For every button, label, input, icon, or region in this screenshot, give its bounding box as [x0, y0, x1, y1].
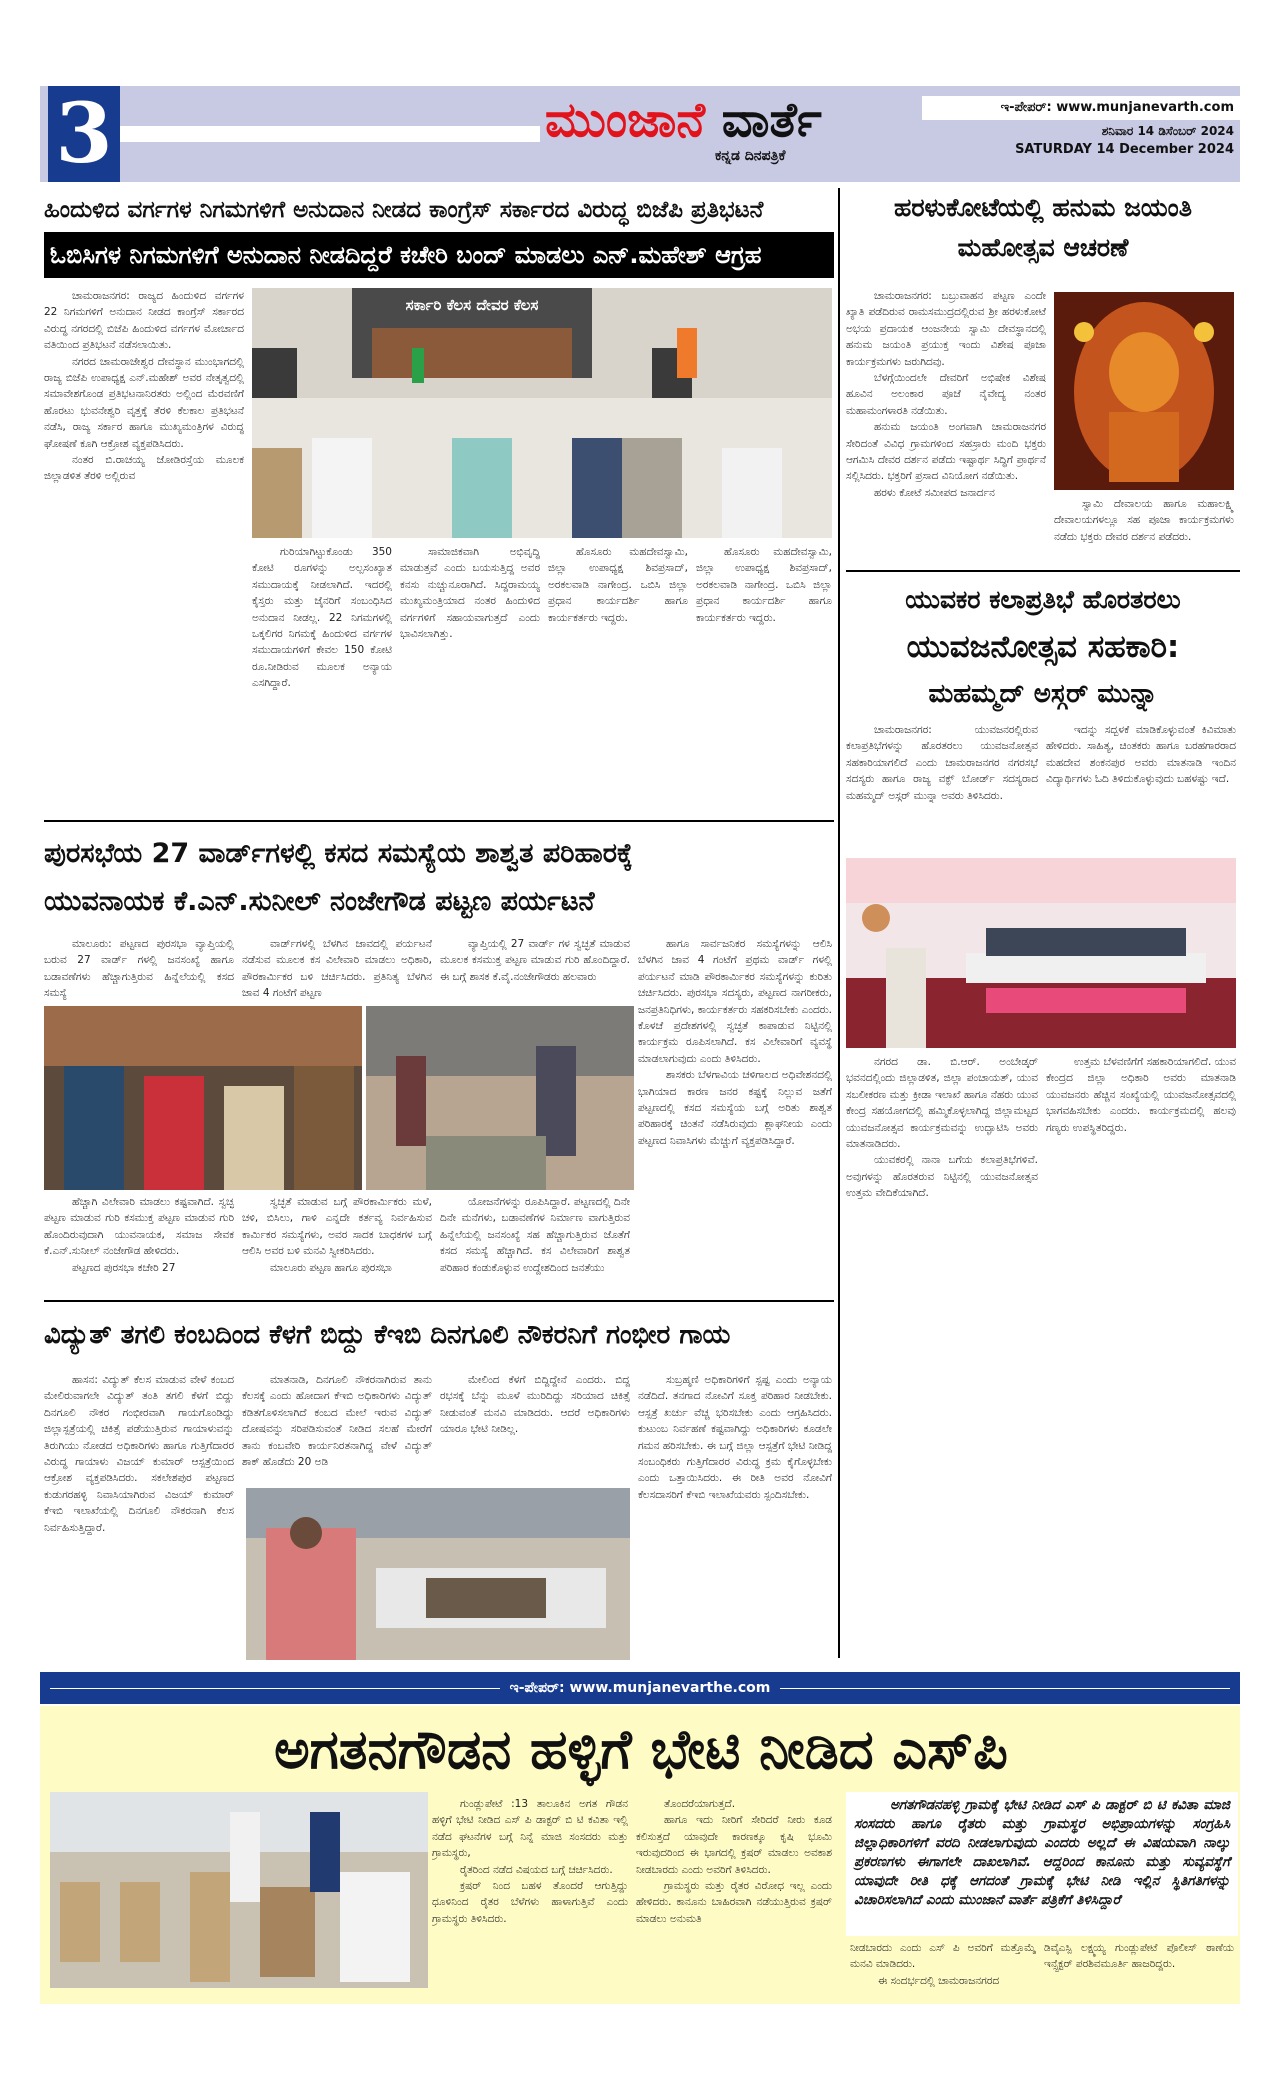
- story6-paragraph: ಈ ಸಂದರ್ಭದಲ್ಲಿ ಚಾಮರಾಜನಗರದ: [878, 1974, 1000, 1987]
- column-divider: [838, 188, 840, 1658]
- story3-column-3: [846, 1054, 1038, 1658]
- story1-column-3: [400, 544, 540, 816]
- story5-column-3: [440, 1372, 630, 1484]
- story6-paragraph: ತೊಂದರೆಯಾಗುತ್ತದೆ.: [664, 1798, 736, 1810]
- story1-column-2: [252, 544, 392, 816]
- section-divider: [44, 1300, 834, 1302]
- story4-paragraph: ಮಾಲೂರು ಪಟ್ಟಣ ಹಾಗೂ ಪುರಸಭಾ: [270, 1261, 392, 1274]
- band-line-right: [780, 1688, 1230, 1689]
- story1-column-1: [44, 288, 244, 816]
- story4-headline-line1: ಪುರಸಭೆಯ 27 ವಾರ್ಡ್‌ಗಳಲ್ಲಿ ಕಸದ ಸಮಸ್ಯೆಯ ಶಾಶ್ವತ ಪರಿಹಾರಕ್ಕೆ: [44, 838, 633, 869]
- story1-headline: ಹಿಂದುಳಿದ ವರ್ಗಗಳ ನಿಗಮಗಳಿಗೆ ಅನುದಾನ ನೀಡದ ಕಾಂಗ್ರೆಸ್ ಸರ್ಕಾರದ ವಿರುದ್ಧ ಬಿಜೆಪಿ ಪ್ರತಿಭಟನೆ: [44, 197, 764, 223]
- story3-headline-line1: ಯುವಕರ ಕಲಾಪ್ರತಿಭೆ ಹೊರತರಲು: [905, 585, 1181, 614]
- story2-paragraph: ಚಾಮರಾಜನಗರ: ಬಬ್ರುವಾಹನ ಪಟ್ಟಣ ಎಂದೇ ಖ್ಯಾತಿ ಪಡೆದಿರುವ ರಾಮಸಮುದ್ರದಲ್ಲಿರುವ ಶ್ರೀ ಹರಳುಕೋಟೆ ಅಭಯ ಪ್ರದಾಯಕ ಆಂಜನೇಯ ಸ್ವಾಮಿ ದೇವಸ್ಥಾನದಲ್ಲಿ ಹನುಮ ಜಯಂತಿ ಪ್ರಯುಕ್ತ ಇಂದು ವಿಶೇಷ ಪೂಜಾ ಕಾರ್ಯಕ್ರಮಗಳು ಜರುಗಿದವು.: [846, 290, 1046, 368]
- story1-paragraph: ಚಾಮರಾಜನಗರ: ರಾಜ್ಯದ ಹಿಂದುಳಿದ ವರ್ಗಗಳ 22 ನಿಗಮಗಳಿಗೆ ಅನುದಾನ ನೀಡದ ಕಾಂಗ್ರೆಸ್ ಸರ್ಕಾರದ ವಿರುದ್ಧ ನಗರದಲ್ಲಿ ಬಿಜೆಪಿ ಹಿಂದುಳಿದ ವರ್ಗಗಳ ಮೋರ್ಚಾದ ವತಿಯಿಂದ ಪ್ರತಿಭಟನೆ ನಡೆಸಲಾಯಿತು.: [44, 290, 244, 352]
- story4-paragraph: ಶಾಸಕರು ಬೆಳಗಾವಿಯ ಚಳಿಗಾಲದ ಅಧಿವೇಶನದಲ್ಲಿ ಭಾಗಿಯಾದ ಕಾರಣ ಜನರ ಕಷ್ಟಕ್ಕೆ ನಿಲ್ಲುವ ಜತೆಗೆ ಪಟ್ಟಣದಲ್ಲಿ ಕಸದ ಸಮಸ್ಯೆಯ ಬಗ್ಗೆ ಅರಿತು ಶಾಶ್ವತ ಪರಿಹಾರಕ್ಕೆ ಚಿಂತನೆ ನಡೆಸಿರುವುದು ಶ್ಲಾಘನೀಯ ಎಂದು ಪಟ್ಟಣದ ನಿವಾಸಿಗಳು ಮೆಚ್ಚುಗೆ ವ್ಯಕ್ತಪಡಿಸಿದ್ದಾರೆ.: [638, 1069, 832, 1147]
- story6-highlight-box: [846, 1792, 1238, 1936]
- story5-photo-hospital: [246, 1488, 630, 1660]
- story4-top-column-1: [44, 936, 234, 1002]
- epaper-band: [40, 1672, 1240, 1704]
- story3-paragraph: ಉತ್ತಮ ಬೆಳವಣಿಗೆಗೆ ಸಹಕಾರಿಯಾಗಲಿದೆ. ಯುವ ಕೇಂದ್ರದ ಜಿಲ್ಲಾ ಅಧಿಕಾರಿ ಅವರು ಮಾತನಾಡಿ ಯುವಜನರು ಹೆಚ್ಚಿನ ಸಂಖ್ಯೆಯಲ್ಲಿ ಯುವಜನೋತ್ಸವದಲ್ಲಿ ಭಾಗವಹಿಸಬೇಕು ಎಂದರು. ಕಾರ್ಯಕ್ರಮದಲ್ಲಿ ಹಲವು ಗಣ್ಯರು ಉಪಸ್ಥಿತರಿದ್ದರು.: [1046, 1056, 1236, 1134]
- newspaper-logo: [545, 90, 885, 150]
- story5-column-1: [44, 1372, 234, 1662]
- story4-paragraph: ವ್ಯಾಪ್ತಿಯಲ್ಲಿ 27 ವಾರ್ಡ್ ಗಳ ಸ್ವಚ್ಛತೆ ಮಾಡುವ ಮೂಲಕ ಕಸಮುಕ್ತ ಪಟ್ಟಣ ಮಾಡುವ ಗುರಿ ಹೊಂದಿದ್ದಾರೆ. ಈ ಬಗ್ಗೆ ಶಾಸಕ ಕೆ.ವೈ.ನಂಜೇಗೌಡರು ಹಲವಾರು: [440, 938, 630, 983]
- story6-photo-sp-meeting: [50, 1792, 428, 1988]
- story1-paragraph: ಗುರಿಯಾಗಿಟ್ಟುಕೊಂಡು 350 ಕೋಟಿ ರೂಗಳನ್ನು ಅಲ್ಪಸಂಖ್ಯಾತ ಸಮುದಾಯಕ್ಕೆ ನೀಡಲಾಗಿದೆ. ಇದರಲ್ಲಿ ಕೈಸ್ತರು ಮತ್ತು ಜೈನರಿಗೆ ಸಂಬಂಧಿಸಿದ ಅನುದಾನ ನೀಡಲ್ಲ. 22 ನಿಗಮಗಳಲ್ಲಿ ಒಕ್ಕಲಿಗರ ನಿಗಮಕ್ಕೆ ಹಿಂದುಳಿದ ವರ್ಗಗಳ ಸಮುದಾಯಗಳಿಗೆ ಕೇವಲ 150 ಕೋಟಿ ರೂ.ನೀಡಿರುವ ಮೂಲಕ ಅನ್ಯಾಯ ಎಸಗಿದ್ದಾರೆ.: [252, 546, 392, 690]
- story1-paragraph: ಹೊಸೂರು ಮಹದೇವಸ್ವಾಮಿ, ಜಿಲ್ಲಾ ಉಪಾಧ್ಯಕ್ಷ ಶಿವಪ್ರಸಾದ್, ಅರಕಲವಾಡಿ ನಾಗೇಂದ್ರ. ಒಬಿಸಿ ಜಿಲ್ಲಾ ಪ್ರಧಾನ ಕಾರ್ಯದರ್ಶಿ ಹಾಗೂ ಕಾರ್ಯಕರ್ತರು ಇದ್ದರು.: [696, 546, 832, 624]
- story5-column-4: [638, 1372, 832, 1662]
- story6-column-3: [850, 1940, 1036, 2000]
- story3-paragraph: ಇದನ್ನು ಸದ್ಬಳಕೆ ಮಾಡಿಕೊಳ್ಳುವಂತೆ ಕಿವಿಮಾತು ಹೇಳಿದರು. ಸಾಹಿತ್ಯ, ಚಿಂತಕರು ಹಾಗೂ ಬರಹಗಾರರಾದ ಮಹದೇವ ಶಂಕನಪುರ ಅವರು ಮಾತನಾಡಿ ಇಂದಿನ ವಿದ್ಯಾರ್ಥಿಗಳು ಓದಿ ತಿಳಿದುಕೊಳ್ಳುವುದು ಬಹಳಷ್ಟು ಇದೆ.: [1046, 724, 1236, 786]
- story4-photo-street: [366, 1006, 634, 1190]
- story6-column-2: [636, 1796, 832, 1996]
- story3-photo-stage: [846, 858, 1236, 1048]
- date-kannada: ಶನಿವಾರ 14 ಡಿಸೆಂಬರ್ 2024: [1101, 124, 1234, 138]
- date-english: SATURDAY 14 December 2024: [1015, 142, 1234, 157]
- story2-column-2: [1054, 496, 1234, 568]
- story4-paragraph: ಸ್ವಚ್ಛತೆ ಮಾಡುವ ಬಗ್ಗೆ ಪೌರಕಾರ್ಮಿಕರು ಮಳೆ, ಚಳಿ, ಬಿಸಿಲು, ಗಾಳಿ ಎನ್ನದೇ ಕರ್ತವ್ಯ ನಿರ್ವಹಿಸುವ ಕಾರ್ಮಿಕರ ಸಮಸ್ಯೆಗಳು, ಅವರ ಸಾದಕ ಬಾಧಕಗಳ ಬಗ್ಗೆ ಆಲಿಸಿ ಅವರ ಬಳಿ ಮನವಿ ಸ್ವೀಕರಿಸಿದರು.: [242, 1196, 432, 1258]
- story3-headline-line3: ಮಹಮ್ಮದ್ ಅಸ್ಗರ್ ಮುನ್ನಾ: [928, 679, 1158, 709]
- story1-paragraph: ಸಾಮಾಜಿಕವಾಗಿ ಅಭಿವೃದ್ಧಿ ಮಾಡುತ್ತವೆ ಎಂದು ಬಯಸುತ್ತಿದ್ದ ಅವರ ಕನಸು ನುಚ್ಚುನೂರಾಗಿದೆ. ಸಿದ್ದರಾಮಯ್ಯ ಮುಖ್ಯಮಂತ್ರಿಯಾದ ನಂತರ ಹಿಂದುಳಿದ ವರ್ಗಗಳಿಗೆ ಸಹಾಯವಾಗುತ್ತದೆ ಎಂದು ಭಾವಿಸಲಾಗಿತ್ತು.: [400, 546, 540, 641]
- story1-paragraph: ನಗರದ ಚಾಮರಾಜೇಶ್ವರ ದೇವಸ್ಥಾನ ಮುಂಭಾಗದಲ್ಲಿ ರಾಜ್ಯ ಬಿಜೆಪಿ ಉಪಾಧ್ಯಕ್ಷ ಎನ್.ಮಹೇಶ್ ಅವರ ನೇತೃತ್ವದಲ್ಲಿ ಸಮಾವೇಶಗೊಂಡ ಪ್ರತಿಭಟನಾನಿರತರು ಅಲ್ಲಿಂದ ಮೆರವಣಿಗೆ ಹೊರಟು ಭುವನೇಶ್ವರಿ ವೃತ್ತಕ್ಕೆ ತೆರಳಿ ಕೆಲಕಾಲ ಪ್ರತಿಭಟನೆ ನಡೆಸಿ, ರಾಜ್ಯ ಸರ್ಕಾರ ಹಾಗೂ ಮುಖ್ಯಮಂತ್ರಿಗಳ ವಿರುದ್ಧ ಘೋಷಣೆ ಕೂಗಿ ಆಕ್ರೋಶ ವ್ಯಕ್ತಪಡಿಸಿದರು.: [44, 355, 244, 450]
- story4-paragraph: ವಾರ್ಡ್‌ಗಳಲ್ಲಿ ಬೆಳಗಿನ ಜಾವದಲ್ಲಿ ಪರ್ಯಟನೆ ನಡೆಸುವ ಮೂಲಕ ಕಸ ವಿಲೇವಾರಿ ಮಾಡಲು ಅಧಿಕಾರಿ, ಪೌರಕಾರ್ಮಿಕರ ಬಳಿ ಚರ್ಚಿಸಿದರು. ಪ್ರತಿನಿತ್ಯ ಬೆಳಗಿನ ಜಾವ 4 ಗಂಟೆಗೆ ಪಟ್ಟಣ: [242, 938, 432, 1000]
- story3-paragraph: ಚಾಮರಾಜನಗರ: ಯುವಜನರಲ್ಲಿರುವ ಕಲಾಪ್ರತಿಭೆಗಳನ್ನು ಹೊರತರಲು ಯುವಜನೋತ್ಸವ ಸಹಕಾರಿಯಾಗಲಿದೆ ಎಂದು ಚಾಮರಾಜನಗರ ನಗರಸಭೆ ಸದಸ್ಯರು ಹಾಗೂ ರಾಜ್ಯ ವಕ್ಫ್ ಬೋರ್ಡ್ ಸದಸ್ಯರಾದ ಮಹಮ್ಮದ್ ಅಸ್ಗರ್ ಮುನ್ನಾ ಅವರು ತಿಳಿಸಿದರು.: [846, 724, 1038, 802]
- epaper-url[interactable]: ಇ-ಪೇಪರ್: www.munjanevarth.com: [922, 96, 1240, 120]
- story5-paragraph: ಸುಬ್ರಹ್ಮಣಿ ಅಧಿಕಾರಿಗಳಿಗೆ ಸ್ಪಷ್ಟ ಎಂದು ಅನ್ಯಾಯ ನಡೆದಿದೆ. ತನಗಾದ ನೋವಿಗೆ ಸೂಕ್ತ ಪರಿಹಾರ ನೀಡಬೇಕು. ಆಸ್ಪತ್ರೆ ಖರ್ಚು ವೆಚ್ಚ ಭರಿಸಬೇಕು ಎಂದು ಆಗ್ರಹಿಸಿದರು. ಕುಟುಂಬ ನಿರ್ವಹಣೆ ಕಷ್ಟವಾಗಿದ್ದು ಅಧಿಕಾರಿಗಳು ಕೂಡಲೇ ಗಮನ ಹರಿಸಬೇಕು. ಈ ಬಗ್ಗೆ ಜಿಲ್ಲಾ ಆಸ್ಪತ್ರೆಗೆ ಭೇಟಿ ನೀಡಿದ್ದ ಸಂಬಂಧಿಕರು ಗುತ್ತಿಗೆದಾರರ ವಿರುದ್ಧ ಕ್ರಮ ಕೈಗೊಳ್ಳಬೇಕು ಎಂದು ಒತ್ತಾಯಿಸಿದರು. ಈ ರೀತಿ ಅವರ ನೋವಿಗೆ ಕೆಲಸದಾಸರಿಗೆ ಕೆಇಬಿ ಇಲಾಖೆಯವರು ಸ್ಪಂದಿಸಬೇಕು.: [638, 1374, 832, 1501]
- story4-paragraph: ಪಟ್ಟಣದ ಪುರಸಭಾ ಕಚೇರಿ 27: [72, 1261, 176, 1274]
- story1-photo-protest-group: [252, 288, 832, 538]
- story2-paragraph: ಬೆಳಗ್ಗೆಯಿಂದಲೇ ದೇವರಿಗೆ ಅಭಿಷೇಕ ವಿಶೇಷ ಹೂವಿನ ಅಲಂಕಾರ ಪೂಜೆ ನೈವೇದ್ಯ ನಂತರ ಮಹಾಮಂಗಳಾರತಿ ನಡೆಯಿತು.: [846, 372, 1046, 417]
- story4-paragraph: ಮಾಲೂರು: ಪಟ್ಟಣದ ಪುರಸಭಾ ವ್ಯಾಪ್ತಿಯಲ್ಲಿ ಬರುವ 27 ವಾರ್ಡ್ ಗಳಲ್ಲಿ ಜನಸಂಖ್ಯೆ ಹಾಗೂ ಬಡಾವಣೆಗಳು ಹೆಚ್ಚಾಗುತ್ತಿರುವ ಹಿನ್ನೆಲೆಯಲ್ಲಿ ಕಸದ ಸಮಸ್ಯೆ: [44, 938, 234, 1000]
- story4-top-column-2: [242, 936, 432, 1002]
- story1-column-4: [548, 544, 688, 816]
- story5-paragraph: ಹಾಸನ: ವಿದ್ಯುತ್ ಕೆಲಸ ಮಾಡುವ ವೇಳೆ ಕಂಬದ ಮೇಲಿರುವಾಗಲೇ ವಿದ್ಯುತ್ ತಂತಿ ತಗಲಿ ಕೆಳಗೆ ಬಿದ್ದು ದಿನಗೂಲಿ ನೌಕರ ಗಂಭೀರವಾಗಿ ಗಾಯಗೊಂಡಿದ್ದು ಜಿಲ್ಲಾಸ್ಪತ್ರೆಯಲ್ಲಿ ಚಿಕಿತ್ಸೆ ಪಡೆಯುತ್ತಿರುವ ಗಾಯಾಳುವನ್ನು ತಿರುಗಿಯು ನೋಡದ ಅಧಿಕಾರಿಗಳು ಹಾಗೂ ಗುತ್ತಿಗೆದಾರರ ವಿರುದ್ಧ ಗಾಯಾಳು ವಿಜಯ್ ಕುಮಾರ್ ಆಸ್ಪತ್ರೆಯಿಂದ ಆಕ್ರೋಶ ವ್ಯಕ್ತಪಡಿಸಿದರು. ಸಕಲೇಶಪುರ ಪಟ್ಟಣದ ಕುಡುಗರಹಳ್ಳಿ ನಿವಾಸಿಯಾಗಿರುವ ವಿಜಯ್ ಕುಮಾರ್ ಕೆಇಬಿ ಇಲಾಖೆಯಲ್ಲಿ ದಿನಗೂಲಿ ನೌಕರನಾಗಿ ಕೆಲಸ ನಿರ್ವಹಿಸುತ್ತಿದ್ದಾರೆ.: [44, 1374, 234, 1534]
- story6-paragraph: ನೀಡಬಾರದು ಎಂದು ಎಸ್ ಪಿ ಅವರಿಗೆ ಮತ್ತೊಮ್ಮೆ ಮನವಿ ಮಾಡಿದರು.: [850, 1942, 1036, 1971]
- story6-paragraph: ರೈತರಿಂದ ನಡೆದ ವಿಷಯದ ಬಗ್ಗೆ ಚರ್ಚಿಸಿದರು.: [460, 1863, 613, 1876]
- story3-headline-line2: ಯುವಜನೋತ್ಸವ ಸಹಕಾರಿ:: [906, 629, 1180, 665]
- story1-paragraph: ನಂತರ ಬಿ.ರಾಚಯ್ಯ ಜೋಡಿರಸ್ತೆಯ ಮೂಲಕ ಜಿಲ್ಲಾಡಳಿತ ತೆರಳಿ ಅಲ್ಲಿರುವ: [44, 454, 244, 483]
- story4-bottom-column-1: [44, 1194, 234, 1286]
- story4-column-4: [638, 936, 832, 1284]
- story1-paragraph: ಹೊಸೂರು ಮಹದೇವಸ್ವಾಮಿ, ಜಿಲ್ಲಾ ಉಪಾಧ್ಯಕ್ಷ ಶಿವಪ್ರಸಾದ್, ಅರಕಲವಾಡಿ ನಾಗೇಂದ್ರ. ಒಬಿಸಿ ಜಿಲ್ಲಾ ಪ್ರಧಾನ ಕಾರ್ಯದರ್ಶಿ ಹಾಗೂ ಕಾರ್ಯಕರ್ತರು ಇದ್ದರು.: [548, 546, 688, 624]
- story3-paragraph: ನಗರದ ಡಾ. ಬಿ.ಆರ್. ಅಂಬೇಡ್ಕರ್ ಭವನದಲ್ಲಿಂದು ಜಿಲ್ಲಾಡಳಿತ, ಜಿಲ್ಲಾ ಪಂಚಾಯತ್, ಯುವ ಸಬಲೀಕರಣ ಮತ್ತು ಕ್ರೀಡಾ ಇಲಾಖೆ ಹಾಗೂ ನೆಹರು ಯುವ ಕೇಂದ್ರ ಸಹಯೋಗದಲ್ಲಿ ಹಮ್ಮಿಕೊಳ್ಳಲಾಗಿದ್ದ ಜಿಲ್ಲಾಮಟ್ಟದ ಯುವಜನೋತ್ಸವ ಕಾರ್ಯಕ್ರಮವನ್ನು ಉದ್ಘಾಟಿಸಿ ಅವರು ಮಾತನಾಡಿದರು.: [846, 1056, 1038, 1151]
- story5-paragraph: ಮಾತನಾಡಿ, ದಿನಗೂಲಿ ನೌಕರನಾಗಿರುವ ತಾನು ಕೆಲಸಕ್ಕೆ ಎಂದು ಹೋದಾಗ ಕೆಇಬಿ ಅಧಿಕಾರಿಗಳು ವಿದ್ಯುತ್ ಕಡಿತಗೊಳಿಸಲಾಗಿದೆ ಕಂಬದ ಮೇಲೆ ಇರುವ ವಿದ್ಯುತ್ ದೋಷವನ್ನು ಸರಿಪಡಿಸುವಂತೆ ನೀಡಿದ ಸಲಹೆ ಮೇರೆಗೆ ತಾನು ಕಂಬವೇರಿ ಕಾರ್ಯನಿರತನಾಗಿದ್ದ ವೇಳೆ ವಿದ್ಯುತ್ ಶಾಕ್ ಹೊಡೆದು 20 ಅಡಿ: [242, 1374, 432, 1469]
- story3-column-4: [1046, 1054, 1236, 1658]
- page-number: 3: [48, 86, 120, 182]
- story6-column-1: [432, 1796, 628, 1996]
- story4-bottom-column-3: [440, 1194, 630, 1286]
- story2-paragraph: ಹನುಮ ಜಯಂತಿ ಅಂಗವಾಗಿ ಚಾಮರಾಜನಗರ ಸೇರಿದಂತೆ ವಿವಿಧ ಗ್ರಾಮಗಳಿಂದ ಸಹಸ್ರಾರು ಮಂದಿ ಭಕ್ತರು ಆಗಮಿಸಿ ದೇವರ ದರ್ಶನ ಪಡೆದು ಇಷ್ಟಾರ್ಥ ಸಿದ್ಧಿಗೆ ಪ್ರಾರ್ಥನೆ ಸಲ್ಲಿಸಿದರು. ಭಕ್ತರಿಗೆ ಪ್ರಸಾದ ವಿನಿಯೋಗ ನಡೆಯಿತು.: [846, 421, 1046, 483]
- logo-tagline: ಕನ್ನಡ ದಿನಪತ್ರಿಕೆ: [715, 148, 786, 164]
- story4-paragraph: ಯೋಜನೆಗಳನ್ನು ರೂಪಿಸಿದ್ದಾರೆ. ಪಟ್ಟಣದಲ್ಲಿ ದಿನೇ ದಿನೇ ಮನೆಗಳು, ಬಡಾವಣೆಗಳ ನಿರ್ಮಾಣ ವಾಗುತ್ತಿರುವ ಹಿನ್ನೆಲೆಯಲ್ಲಿ ಜನಸಂಖ್ಯೆ ಸಹ ಹೆಚ್ಚಾಗುತ್ತಿರುವ ಜೊತೆಗೆ ಕಸದ ಸಮಸ್ಯೆ ಹೆಚ್ಚಾಗಿದೆ. ಕಸ ವಿಲೇವಾರಿಗೆ ಶಾಶ್ವತ ಪರಿಹಾರ ಕಂಡುಕೊಳ್ಳುವ ಉದ್ದೇಶದಿಂದ ಜನತೆಯು: [440, 1196, 630, 1274]
- story4-paragraph: ಹಾಗೂ ಸಾರ್ವಜನಿಕರ ಸಮಸ್ಯೆಗಳನ್ನು ಆಲಿಸಿ ಬೆಳಗಿನ ಜಾವ 4 ಗಂಟೆಗೆ ಪ್ರಥಮ ವಾರ್ಡ್ ಗಳಲ್ಲಿ ಪರ್ಯಟನೆ ಮಾಡಿ ಪೌರಕಾರ್ಮಿಕರ ಸಮಸ್ಯೆಗಳನ್ನು ಕುರಿತು ಚರ್ಚಿಸಿದರು. ಪುರಸಭಾ ಸದಸ್ಯರು, ಪಟ್ಟಣದ ನಾಗರೀಕರು, ಜನಪ್ರತಿನಿಧಿಗಳು, ಕಾರ್ಯಕರ್ತರು ಸಹಕರಿಸಬೇಕು ಎಂದರು. ಕೊಳಚೆ ಪ್ರದೇಶಗಳಲ್ಲಿ ಸ್ವಚ್ಛತೆ ಕಾಪಾಡುವ ನಿಟ್ಟಿನಲ್ಲಿ ಕಾರ್ಯಕ್ರಮ ರೂಪಿಸಲಾಗಿದೆ. ಕಸ ವಿಲೇವಾರಿಗೆ ವ್ಯವಸ್ಥೆ ಮಾಡಲಾಗುವುದು ಎಂದು ತಿಳಿಸಿದರು.: [638, 938, 832, 1065]
- story4-headline-line2: ಯುವನಾಯಕ ಕೆ.ಎನ್.ಸುನೀಲ್ ನಂಜೇಗೌಡ ಪಟ್ಟಣ ಪರ್ಯಟನೆ: [44, 886, 595, 917]
- story3-column-2: [1046, 722, 1236, 852]
- story4-top-column-3: [440, 936, 630, 1002]
- story5-headline: ವಿದ್ಯುತ್ ತಗಲಿ ಕಂಬದಿಂದ ಕೆಳಗೆ ಬಿದ್ದು ಕೆಇಬಿ ದಿನಗೂಲಿ ನೌಕರನಿಗೆ ಗಂಭೀರ ಗಾಯ: [44, 1320, 731, 1350]
- story3-column-1: [846, 722, 1038, 852]
- section-divider: [846, 570, 1240, 572]
- logo-word-munjane: ಮುಂಜಾನೆ: [545, 92, 705, 148]
- story2-headline: ಹರಳುಕೋಟೆಯಲ್ಲಿ ಹನುಮ ಜಯಂತಿ ಮಹೋತ್ಸವ ಆಚರಣೆ: [894, 193, 1192, 262]
- story4-bottom-column-2: [242, 1194, 432, 1286]
- epaper-band-url[interactable]: ಇ-ಪೇಪರ್: www.munjanevarthe.com: [509, 1680, 771, 1696]
- story2-paragraph: ಸ್ವಾಮಿ ದೇವಾಲಯ ಹಾಗೂ ಮಹಾಲಕ್ಷ್ಮಿ ದೇವಾಲಯಗಳಲ್ಲೂ ಸಹ ಪೂಜಾ ಕಾರ್ಯಕ್ರಮಗಳು ನಡೆದು ಭಕ್ತರು ದೇವರ ದರ್ಶನ ಪಡೆದರು.: [1054, 498, 1234, 543]
- story6-paragraph: ಕ್ರಷರ್ ನಿಂದ ಬಹಳ ತೊಂದರೆ ಆಗುತ್ತಿದ್ದು ಧೂಳಿನಿಂದ ರೈತರ ಬೆಳೆಗಳು ಹಾಳಾಗುತ್ತಿವೆ ಎಂದು ಗ್ರಾಮಸ್ಥರು ತಿಳಿಸಿದರು.: [432, 1880, 628, 1925]
- story5-column-2: [242, 1372, 432, 1484]
- section-divider: [44, 820, 834, 822]
- band-line-left: [50, 1688, 500, 1689]
- story1-column-5: [696, 544, 832, 816]
- story6-headline: ಅಗತನಗೌಡನ ಹಳ್ಳಿಗೆ ಭೇಟಿ ನೀಡಿದ ಎಸ್‌ಪಿ: [274, 1718, 1008, 1781]
- story6-paragraph: ಗ್ರಾಮಸ್ಥರು ಮತ್ತು ರೈತರ ವಿರೋಧ ಇಲ್ಲ ಎಂದು ಹೇಳಿದರು. ಕಾನೂನು ಬಾಹಿರವಾಗಿ ನಡೆಯುತ್ತಿರುವ ಕ್ರಷರ್ ಮಾಡಲು ಅನುಮತಿ: [636, 1880, 832, 1925]
- story6-highlight-text: ಅಗತಗೌಡನಹಳ್ಳಿ ಗ್ರಾಮಕ್ಕೆ ಭೇಟಿ ನೀಡಿದ ಎಸ್ ಪಿ ಡಾಕ್ಟರ್ ಬಿ ಟಿ ಕವಿತಾ ಮಾಜಿ ಸಂಸದರು ಹಾಗೂ ರೈತರು ಮತ್ತು ಗ್ರಾಮಸ್ಥರ ಅಭಿಪ್ರಾಯಗಳನ್ನು ಸಂಗ್ರಹಿಸಿ ಜಿಲ್ಲಾಧಿಕಾರಿಗಳಿಗೆ ವರದಿ ನೀಡಲಾಗುವುದು ಎಂದರು ಅಲ್ಲದೆ ಈ ವಿಷಯವಾಗಿ ನಾಲ್ಕು ಪ್ರಕರಣಗಳು ಈಗಾಗಲೇ ದಾಖಲಾಗಿವೆ. ಆದ್ದರಿಂದ ಕಾನೂನು ಮತ್ತು ಸುವ್ಯವಸ್ಥೆಗೆ ಯಾವುದೇ ರೀತಿ ಧಕ್ಕೆ ಆಗದಂತೆ ಗ್ರಾಮಕ್ಕೆ ಭೇಟಿ ನೀಡಿ ಇಲ್ಲಿನ ಸ್ಥಿತಿಗತಿಗಳನ್ನು ವಿಚಾರಿಸಲಾಗಿದೆ ಎಂದು ಮುಂಜಾನೆ ವಾರ್ತೆ ಪತ್ರಿಕೆಗೆ ತಿಳಿಸಿದ್ದಾರೆ: [854, 1797, 1230, 1908]
- story6-paragraph: ಹಾಗೂ ಇದು ನೀರಿಗೆ ಸೇರಿದರೆ ನೀರು ಕೂಡ ಕಲಿಸುತ್ತದೆ ಯಾವುದೇ ಕಾರಣಕ್ಕೂ ಕೃಷಿ ಭೂಮಿ ಇರುವುದರಿಂದ ಈ ಭಾಗದಲ್ಲಿ ಕ್ರಷರ್ ಮಾಡಲು ಅವಕಾಶ ನೀಡಬಾರದು ಎಂದು ಅವರಿಗೆ ತಿಳಿಸಿದರು.: [636, 1814, 832, 1876]
- masthead-divider: [120, 126, 540, 142]
- story5-paragraph: ಮೇಲಿಂದ ಕೆಳಗೆ ಬಿದ್ದಿದ್ದೇನೆ ಎಂದರು. ಬಿದ್ದ ರಭಸಕ್ಕೆ ಬೆನ್ನು ಮೂಳೆ ಮುರಿದಿದ್ದು ಸರಿಯಾದ ಚಿಕಿತ್ಸೆ ನೀಡುವಂತೆ ಮನವಿ ಮಾಡಿದರು. ಆದರೆ ಅಧಿಕಾರಿಗಳು ಯಾರೂ ಭೇಟಿ ನೀಡಿಲ್ಲ.: [440, 1374, 630, 1436]
- story2-paragraph: ಹರಳು ಕೋಟೆ ಸಮೀಪದ ಜನಾರ್ದನ: [874, 486, 995, 499]
- story6-paragraph: ಡಿವೈಎಸ್ಪಿ ಲಕ್ಷ್ಮಯ್ಯ ಗುಂಡ್ಲುಪೇಟೆ ಪೊಲೀಸ್ ಠಾಣೆಯ ಇನ್ಸ್ಪೆಕ್ಟರ್ ಪರಶಿವಮೂರ್ತಿ ಹಾಜರಿದ್ದರು.: [1044, 1942, 1234, 1971]
- logo-word-varthe: ವಾರ್ತೆ: [721, 92, 822, 148]
- story2-column-1: [846, 288, 1046, 568]
- story1-subheadline: ಓಬಿಸಿಗಳ ನಿಗಮಗಳಿಗೆ ಅನುದಾನ ನೀಡದಿದ್ದರೆ ಕಚೇರಿ ಬಂದ್ ಮಾಡಲು ಎನ್.ಮಹೇಶ್ ಆಗ್ರಹ: [44, 232, 834, 278]
- story4-paragraph: ಹೆಚ್ಚಾಗಿ ವಿಲೇವಾರಿ ಮಾಡಲು ಕಷ್ಟವಾಗಿದೆ. ಸ್ವಚ್ಛ ಪಟ್ಟಣ ಮಾಡುವ ಗುರಿ ಕಸಮುಕ್ತ ಪಟ್ಟಣ ಮಾಡುವ ಗುರಿ ಹೊಂದಿರುವುದಾಗಿ ಯುವನಾಯಕ, ಸಮಾಜ ಸೇವಕ ಕೆ.ಎನ್.ಸುನೀಲ್ ನಂಜೇಗೌಡ ಹೇಳಿದರು.: [44, 1196, 234, 1258]
- story4-photo-meeting-workers: [44, 1006, 362, 1190]
- photo-sign-text: ಸರ್ಕಾರಿ ಕೆಲಸ ದೇವರ ಕೆಲಸ: [405, 296, 539, 314]
- story3-paragraph: ಯುವಕರಲ್ಲಿ ನಾನಾ ಬಗೆಯ ಕಲಾಪ್ರತಿಭೆಗಳಿವೆ. ಅವುಗಳನ್ನು ಹೊರತರುವ ನಿಟ್ಟಿನಲ್ಲಿ ಯುವಜನೋತ್ಸವ ಉತ್ತಮ ವೇದಿಕೆಯಾಗಿದೆ.: [846, 1154, 1038, 1200]
- story2-photo-hanuman-idol: [1054, 292, 1234, 490]
- story6-paragraph: ಗುಂಡ್ಲುಪೇಟೆ :13 ತಾಲೂಕಿನ ಅಗತ ಗೌಡನ ಹಳ್ಳಿಗೆ ಭೇಟಿ ನೀಡಿದ ಎಸ್ ಪಿ ಡಾಕ್ಟರ್ ಬಿ ಟಿ ಕವಿತಾ ಇಲ್ಲಿ ನಡೆದ ಘಟನೆಗಳ ಬಗ್ಗೆ ನಿನ್ನೆ ಮಾಜಿ ಸಂಸದರು ಮತ್ತು ಗ್ರಾಮಸ್ಥರು,: [432, 1798, 628, 1860]
- story6-column-4: [1044, 1940, 1234, 2000]
